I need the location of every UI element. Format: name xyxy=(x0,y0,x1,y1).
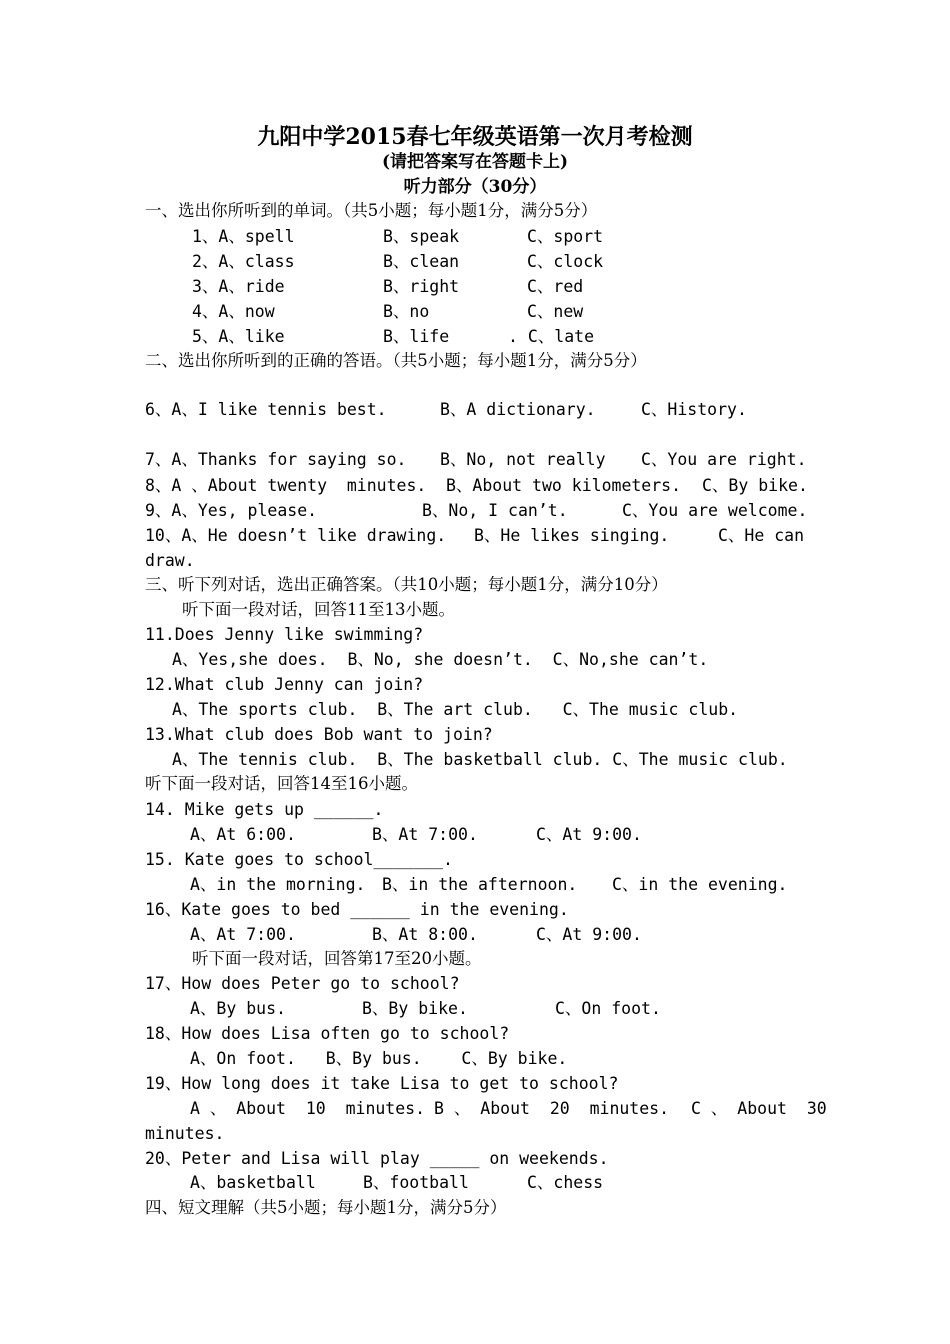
q10-option-b: B、He likes singing. xyxy=(474,526,670,545)
section-3-heading: 三、听下列对话，选出正确答案。（共10小题；每小题1分，满分10分） xyxy=(145,575,668,594)
q9-option-c: C、You are welcome. xyxy=(622,501,808,520)
q19-option-a: A 、 About 10 minutes. xyxy=(190,1099,426,1118)
page-subtitle: (请把答案写在答题卡上) xyxy=(381,152,569,172)
q7-option-c: C、You are right. xyxy=(641,450,807,469)
q14-question: 14. Mike gets up ______. xyxy=(145,800,384,819)
q8-option-c: C、By bike. xyxy=(702,476,808,495)
q14-option-c: C、At 9:00. xyxy=(536,825,642,844)
q15-question: 15. Kate goes to school_______. xyxy=(145,850,453,869)
q4-option-c: C、new xyxy=(527,302,584,321)
q3-option-a: 3、A、ride xyxy=(192,277,285,296)
q12-options: A、The sports club. B、The art club. C、The music club. xyxy=(172,700,739,719)
q6-option-c: C、History. xyxy=(641,400,747,419)
q15-option-a: A、in the morning. xyxy=(190,875,366,894)
q16-question: 16、Kate goes to bed ______ in the evening. xyxy=(145,900,569,919)
q6-option-a: 6、A、I like tennis best. xyxy=(145,400,387,419)
q1-option-a: 1、A、spell xyxy=(192,227,295,246)
q5-option-b: B、life xyxy=(383,327,450,346)
q18-options: A、On foot. B、By bus. C、By bike. xyxy=(190,1049,568,1068)
q3-option-b: B、right xyxy=(383,277,460,296)
q8-option-b: B、About two kilometers. xyxy=(446,476,682,495)
q17-question: 17、How does Peter go to school? xyxy=(145,974,460,993)
q2-option-c: C、clock xyxy=(527,252,604,271)
q7-option-b: B、No, not really xyxy=(440,450,606,469)
q14-option-b: B、At 7:00. xyxy=(372,825,478,844)
dialogue-intro-2: 听下面一段对话，回答14至16小题。 xyxy=(145,774,418,793)
q9-option-a: 9、A、Yes, please. xyxy=(145,501,318,520)
q4-option-a: 4、A、now xyxy=(192,302,275,321)
q18-question: 18、How does Lisa often go to school? xyxy=(145,1024,510,1043)
q3-option-c: C、red xyxy=(527,277,584,296)
q10-option-c: C、He can xyxy=(718,526,805,545)
section-2-heading: 二、选出你所听到的正确的答语。（共5小题；每小题1分，满分5分） xyxy=(145,351,647,370)
q16-option-a: A、At 7:00. xyxy=(190,925,296,944)
q19-option-c: C 、 About 30 xyxy=(691,1099,827,1118)
listening-heading: 听力部分（30分） xyxy=(403,177,547,197)
q20-option-c: C、chess xyxy=(527,1173,604,1192)
q9-option-b: B、No, I can’t. xyxy=(422,501,568,520)
q5-option-a: 5、A、like xyxy=(192,327,285,346)
q10-option-c-cont: draw. xyxy=(145,551,195,570)
q2-option-b: B、clean xyxy=(383,252,460,271)
q5-option-c: . C、late xyxy=(508,327,595,346)
dialogue-intro-3: 听下面一段对话，回答第17至20小题。 xyxy=(192,949,482,968)
q15-option-b: B、in the afternoon. xyxy=(382,875,578,894)
page-title: 九阳中学2015春七年级英语第一次月考检测 xyxy=(257,124,693,150)
q1-option-c: C、sport xyxy=(527,227,604,246)
q15-option-c: C、in the evening. xyxy=(612,875,788,894)
q4-option-b: B、no xyxy=(383,302,430,321)
dialogue-intro-1: 听下面一段对话，回答11至13小题。 xyxy=(182,600,455,619)
section-1-heading: 一、选出你所听到的单词。（共5小题；每小题1分，满分5分） xyxy=(145,201,598,220)
q19-question: 19、How long does it take Lisa to get to school? xyxy=(145,1074,619,1093)
q20-option-b: B、football xyxy=(363,1173,469,1192)
q11-options: A、Yes,she does. B、No, she doesn’t. C、No,she can’t. xyxy=(172,650,709,669)
q6-option-b: B、A dictionary. xyxy=(440,400,596,419)
q19-option-b: B 、 About 20 minutes. xyxy=(434,1099,670,1118)
q17-option-c: C、On foot. xyxy=(555,999,661,1018)
section-4-heading: 四、短文理解（共5小题；每小题1分，满分5分） xyxy=(145,1198,507,1217)
q13-question: 13.What club does Bob want to join? xyxy=(145,725,493,744)
q17-option-a: A、By bus. xyxy=(190,999,286,1018)
q20-question: 20、Peter and Lisa will play _____ on weekends. xyxy=(145,1149,609,1168)
q19-option-c-cont: minutes. xyxy=(145,1124,225,1143)
q16-option-b: B、At 8:00. xyxy=(372,925,478,944)
q2-option-a: 2、A、class xyxy=(192,252,295,271)
q13-options: A、The tennis club. B、The basketball club. C、The music club. xyxy=(172,750,788,769)
q16-option-c: C、At 9:00. xyxy=(536,925,642,944)
q1-option-b: B、speak xyxy=(383,227,460,246)
q11-question: 11.Does Jenny like swimming? xyxy=(145,625,424,644)
q20-option-a: A、basketball xyxy=(190,1173,316,1192)
q12-question: 12.What club Jenny can join? xyxy=(145,675,424,694)
q17-option-b: B、By bike. xyxy=(362,999,468,1018)
q8-option-a: 8、A 、About twenty minutes. xyxy=(145,476,427,495)
q10-option-a: 10、A、He doesn’t like drawing. xyxy=(145,526,447,545)
q7-option-a: 7、A、Thanks for saying so. xyxy=(145,450,407,469)
q14-option-a: A、At 6:00. xyxy=(190,825,296,844)
